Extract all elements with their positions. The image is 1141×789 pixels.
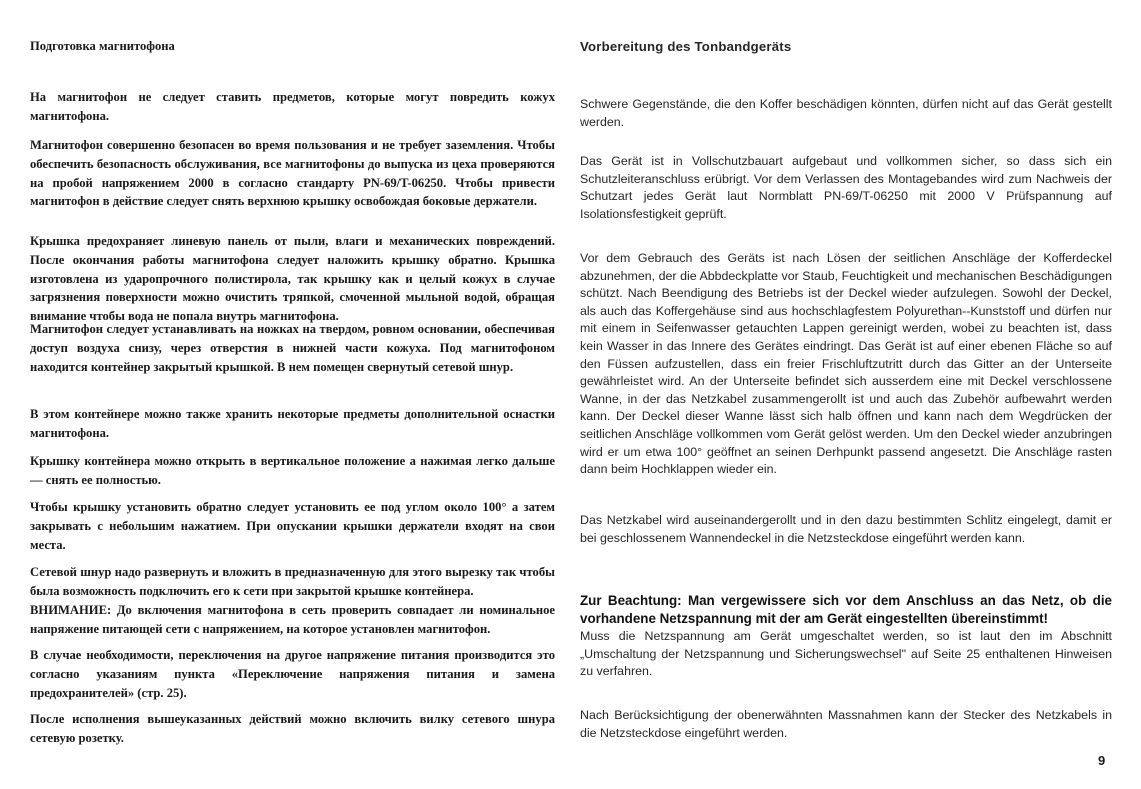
paragraph-ru-6: Крышку контейнера можно открыть в вертикальное положение а нажимая легко дальше — снять ее полностью. [30,454,555,487]
paragraph-de-4: Das Netzkabel wird auseinandergerollt und in den dazu bestimmten Schlitz eingelegt, damit er bei geschlossenem Wannendeckel in die Netzsteckdose eingeführt werden kann. [580,513,1112,545]
section-title-de: Vorbereitung des Tonbandgeräts [580,39,792,54]
page-number: 9 [1098,753,1106,768]
paragraph-ru-1: На магнитофон не следует ставить предметов, которые могут повредить кожух магнитофона. [30,90,555,123]
paragraph-de-5: Muss die Netzspannung am Gerät umgeschaltet werden, so ist laut den im Abschnitt „Umschaltung der Netzspannung und Sicherungswechsel" auf Seite 25 enthaltenen Hinweisen zu verfahren. [580,629,1112,679]
section-title-ru: Подготовка магнитофона [30,39,175,53]
warning-de: Zur Beachtung: Man vergewissere sich vor dem Anschluss an das Netz, ob die vorhandene Netzspannung mit der am Gerät eingestellten übereinstimmt! [580,593,1112,626]
paragraph-de-6: Nach Berücksichtigung der obenerwähnten Massnahmen kann der Stecker des Netzkabels in die Netzsteckdose eingeführt werden. [580,708,1112,740]
paragraph-ru-10: После исполнения вышеуказанных действий можно включить вилку сетевого шнура сетевую розетку. [30,712,555,745]
paragraph-ru-9: В случае необходимости, переключения на другое напряжение питания производится это согласно указаниям пункта «Переключение напряжения питания и замена предохранителей» (стр. 25). [30,648,555,700]
paragraph-ru-8: Сетевой шнур надо развернуть и вложить в предназначенную для этого вырезку так чтобы была возможность подключить его к сети при закрытой крышке контейнера. [30,565,555,598]
paragraph-ru-4: Магнитофон следует устанавливать на ножках на твердом, ровном основании, обеспечивая доступ воздуха снизу, через отверстия в нижней части кожуха. Под магнитофоном находится контейнер закрытый крышкой. В нем помещен свернутый сетевой шнур. [30,322,555,374]
paragraph-de-2: Das Gerät ist in Vollschutzbauart aufgebaut und vollkommen sicher, so dass sich ein Schutzleiteranschluss erübrigt. Vor dem Verlassen des Montagebandes wird zum Nachweis der Schutzart jedes Gerät laut Normblatt PN-69/T-06250 mit 2000 V Prüfspannung auf Isolationsfestigkeit geprüft. [580,154,1112,221]
warning-ru: ВНИМАНИЕ: До включения магнитофона в сеть проверить совпадает ли номинальное напряжение питающей сети с напряжением, на которое установлен магнитофон. [30,603,555,636]
paragraph-ru-3: Крышка предохраняет линевую панель от пыли, влаги и механических повреждений. После окончания работы магнитофона следует наложить крышку обратно. Крышка изготовлена из ударопрочного полистирола, так крышку как и целый кожух в случае загрязнения поверхности можно очистить тряпкой, смоченной мыльной водой, обращая внимание чтобы вода не попала внутрь магнитофона. [30,234,555,324]
paragraph-de-1: Schwere Gegenstände, die den Koffer beschädigen könnten, dürfen nicht auf das Gerät gestellt werden. [580,97,1112,129]
paragraph-ru-5: В этом контейнере можно также хранить некоторые предметы дополнительной оснастки магнитофона. [30,407,555,440]
paragraph-ru-2: Магнитофон совершенно безопасен во время пользования и не требует заземления. Чтобы обеспечить безопасность обслуживания, все магнитофоны до выпуска из цеха проверяются на пробой напряжением 2000 в согласно стандарту PN-69/T-06250. Чтобы привести магнитофон в действие следует снять верхнюю крышку освобождая боковые держатели. [30,138,555,209]
paragraph-de-3: Vor dem Gebrauch des Geräts ist nach Lösen der seitlichen Anschläge der Kofferdeckel abzunehmen, der die Abbdeckplatte vor Staub, Feuchtigkeit und mechanischen Beschädigungen schützt. Nach Beendigung des Betriebs ist der Deckel wieder aufzulegen. Sowohl der Deckel, als auch das Koffergehäuse sind aus hochschlagfestem Polyurethan--Kunststoff und dürfen nur mit einem in Seifenwasser getauchten Lappen gereinigt werden, wobei zu beachten ist, dass kein Wasser in das Innere des Gerätes eindringt. Das Gerät ist auf einer ebenen Fläche so auf den Füssen aufzustellen, dass ein freier Frischluftzutritt durch das Gitter an der Unterseite gewährleistet wird. An der Unterseite befindet sich ausserdem eine mit Deckel verschlossene Wanne, in der das Netzkabel zusammengerollt ist und auch das Zubehör aufbewahrt werden kann. Der Deckel dieser Wanne lässt sich halb öffnen und kann nach dem Wegdrücken der seitlichen Anschläge vollkommen vom Gerät gelöst werden. Um den Deckel wieder anzubringen wird er um etwa 100° geöffnet an seinen Derhpunkt passend angesetzt. Die Anschläge rasten dann beim Hochklappen wieder ein. [580,251,1112,477]
paragraph-ru-7: Чтобы крышку установить обратно следует установить ее под углом около 100° а затем закрывать с небольшим нажатием. При опускании крышки держатели входят на свои места. [30,500,555,552]
